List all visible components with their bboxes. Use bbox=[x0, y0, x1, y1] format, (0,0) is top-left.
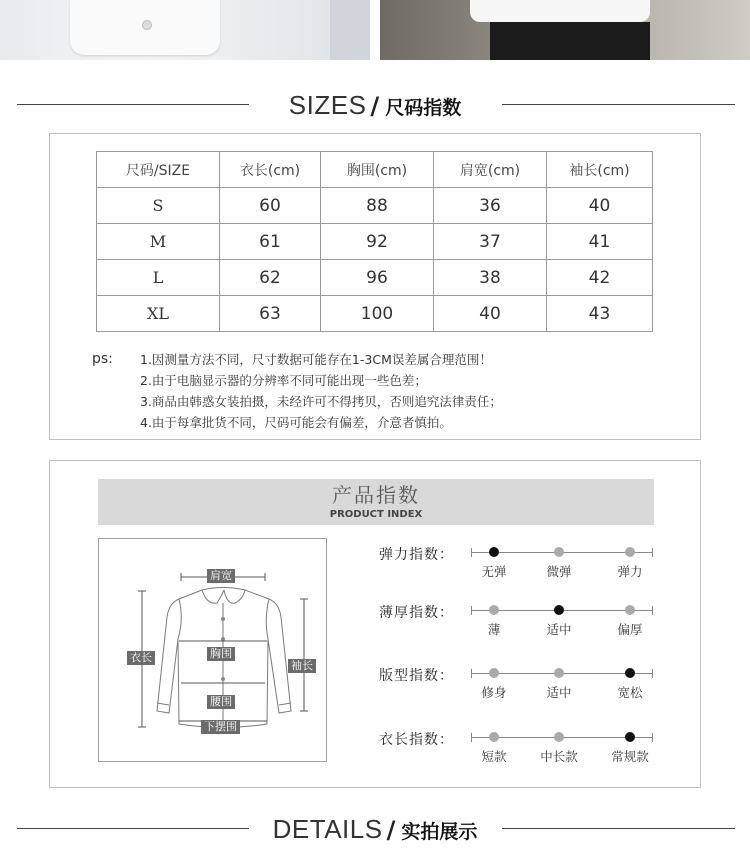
table-row bbox=[97, 296, 653, 332]
label-chest: 胸围 bbox=[207, 647, 235, 661]
product-index-title-cn: 产品指数 bbox=[332, 483, 420, 507]
value-cell: 92 bbox=[321, 224, 434, 260]
value-cell: 42 bbox=[547, 260, 653, 296]
details-title-cn: 实拍展示 bbox=[401, 821, 478, 843]
product-photo-left bbox=[0, 0, 370, 60]
label-hem: 下摆围 bbox=[201, 720, 240, 734]
label-length: 衣长 bbox=[127, 651, 155, 665]
index-dot bbox=[489, 605, 499, 615]
value-cell: 37 bbox=[434, 224, 547, 260]
size-header-cell: 尺码/SIZE bbox=[97, 152, 220, 188]
index-option: 宽松 bbox=[617, 685, 643, 700]
index-dot bbox=[625, 732, 635, 742]
index-dot bbox=[625, 547, 635, 557]
index-option: 修身 bbox=[481, 685, 507, 700]
index-name: 版型指数： bbox=[379, 668, 454, 684]
value-cell: 60 bbox=[220, 188, 321, 224]
product-index-box bbox=[49, 460, 701, 788]
index-option: 薄 bbox=[487, 622, 501, 637]
size-chart-box bbox=[49, 133, 701, 440]
index-option: 弹力 bbox=[617, 564, 643, 579]
size-header-cell: 袖长(cm) bbox=[547, 152, 653, 188]
note-line: 4.由于每拿批货不同，尺码可能会有偏差，介意者慎拍。 bbox=[140, 415, 452, 430]
value-cell: 41 bbox=[547, 224, 653, 260]
value-cell: 100 bbox=[321, 296, 434, 332]
index-option: 偏厚 bbox=[617, 622, 643, 637]
details-title-en: DETAILS bbox=[272, 814, 383, 844]
size-cell: L bbox=[97, 260, 220, 296]
table-row bbox=[97, 188, 653, 224]
sizes-title-cn: 尺码指数 bbox=[385, 97, 462, 119]
value-cell: 96 bbox=[321, 260, 434, 296]
size-table bbox=[96, 151, 653, 332]
index-name: 薄厚指数： bbox=[379, 605, 454, 621]
note-line: 1.因测量方法不同，尺寸数据可能存在1-3CM误差属合理范围！ bbox=[140, 352, 492, 367]
garment-diagram bbox=[98, 538, 327, 762]
product-index-banner bbox=[98, 479, 654, 525]
index-option: 无弹 bbox=[481, 564, 507, 579]
table-row bbox=[97, 224, 653, 260]
value-cell: 63 bbox=[220, 296, 321, 332]
index-option: 微弹 bbox=[546, 564, 572, 579]
index-dot bbox=[554, 605, 564, 615]
label-waist: 腰围 bbox=[207, 695, 235, 709]
table-row bbox=[97, 260, 653, 296]
index-option: 短款 bbox=[481, 749, 507, 764]
size-cell: XL bbox=[97, 296, 220, 332]
size-cell: S bbox=[97, 188, 220, 224]
size-header-cell: 肩宽(cm) bbox=[434, 152, 547, 188]
index-name: 弹力指数： bbox=[379, 547, 454, 563]
value-cell: 40 bbox=[434, 296, 547, 332]
product-index-title-en: PRODUCT INDEX bbox=[329, 509, 423, 520]
sizes-title-slash: / bbox=[370, 92, 380, 120]
index-dot bbox=[554, 732, 564, 742]
index-dot bbox=[625, 605, 635, 615]
size-notes bbox=[140, 349, 502, 433]
product-photo-strip bbox=[0, 0, 750, 60]
index-name: 衣长指数： bbox=[379, 732, 454, 748]
product-photo-right bbox=[380, 0, 750, 60]
note-line: 2.由于电脑显示器的分辨率不同可能出现一些色差； bbox=[140, 373, 427, 388]
index-option: 适中 bbox=[546, 685, 572, 700]
index-option: 适中 bbox=[546, 622, 572, 637]
size-cell: M bbox=[97, 224, 220, 260]
sizes-title-en: SIZES bbox=[288, 90, 367, 120]
index-dot bbox=[489, 668, 499, 678]
index-dot bbox=[489, 547, 499, 557]
label-shoulder: 肩宽 bbox=[207, 569, 235, 583]
index-option: 中长款 bbox=[540, 749, 578, 764]
value-cell: 36 bbox=[434, 188, 547, 224]
sizes-section-title bbox=[0, 85, 750, 125]
value-cell: 88 bbox=[321, 188, 434, 224]
size-header-cell: 胸围(cm) bbox=[321, 152, 434, 188]
details-title-slash: / bbox=[386, 816, 396, 844]
index-dot bbox=[489, 732, 499, 742]
index-dot bbox=[625, 668, 635, 678]
value-cell: 61 bbox=[220, 224, 321, 260]
ps-label: ps: bbox=[92, 351, 113, 367]
value-cell: 62 bbox=[220, 260, 321, 296]
value-cell: 43 bbox=[547, 296, 653, 332]
index-dot bbox=[554, 668, 564, 678]
index-dot bbox=[554, 547, 564, 557]
details-section-title bbox=[0, 809, 750, 849]
value-cell: 40 bbox=[547, 188, 653, 224]
value-cell: 38 bbox=[434, 260, 547, 296]
size-table-header-row bbox=[97, 152, 653, 188]
index-option: 常规款 bbox=[611, 749, 649, 764]
label-sleeve: 袖长 bbox=[288, 659, 316, 673]
size-header-cell: 衣长(cm) bbox=[220, 152, 321, 188]
note-line: 3.商品由韩惑女装拍摄，未经许可不得拷贝，否则追究法律责任； bbox=[140, 394, 502, 409]
